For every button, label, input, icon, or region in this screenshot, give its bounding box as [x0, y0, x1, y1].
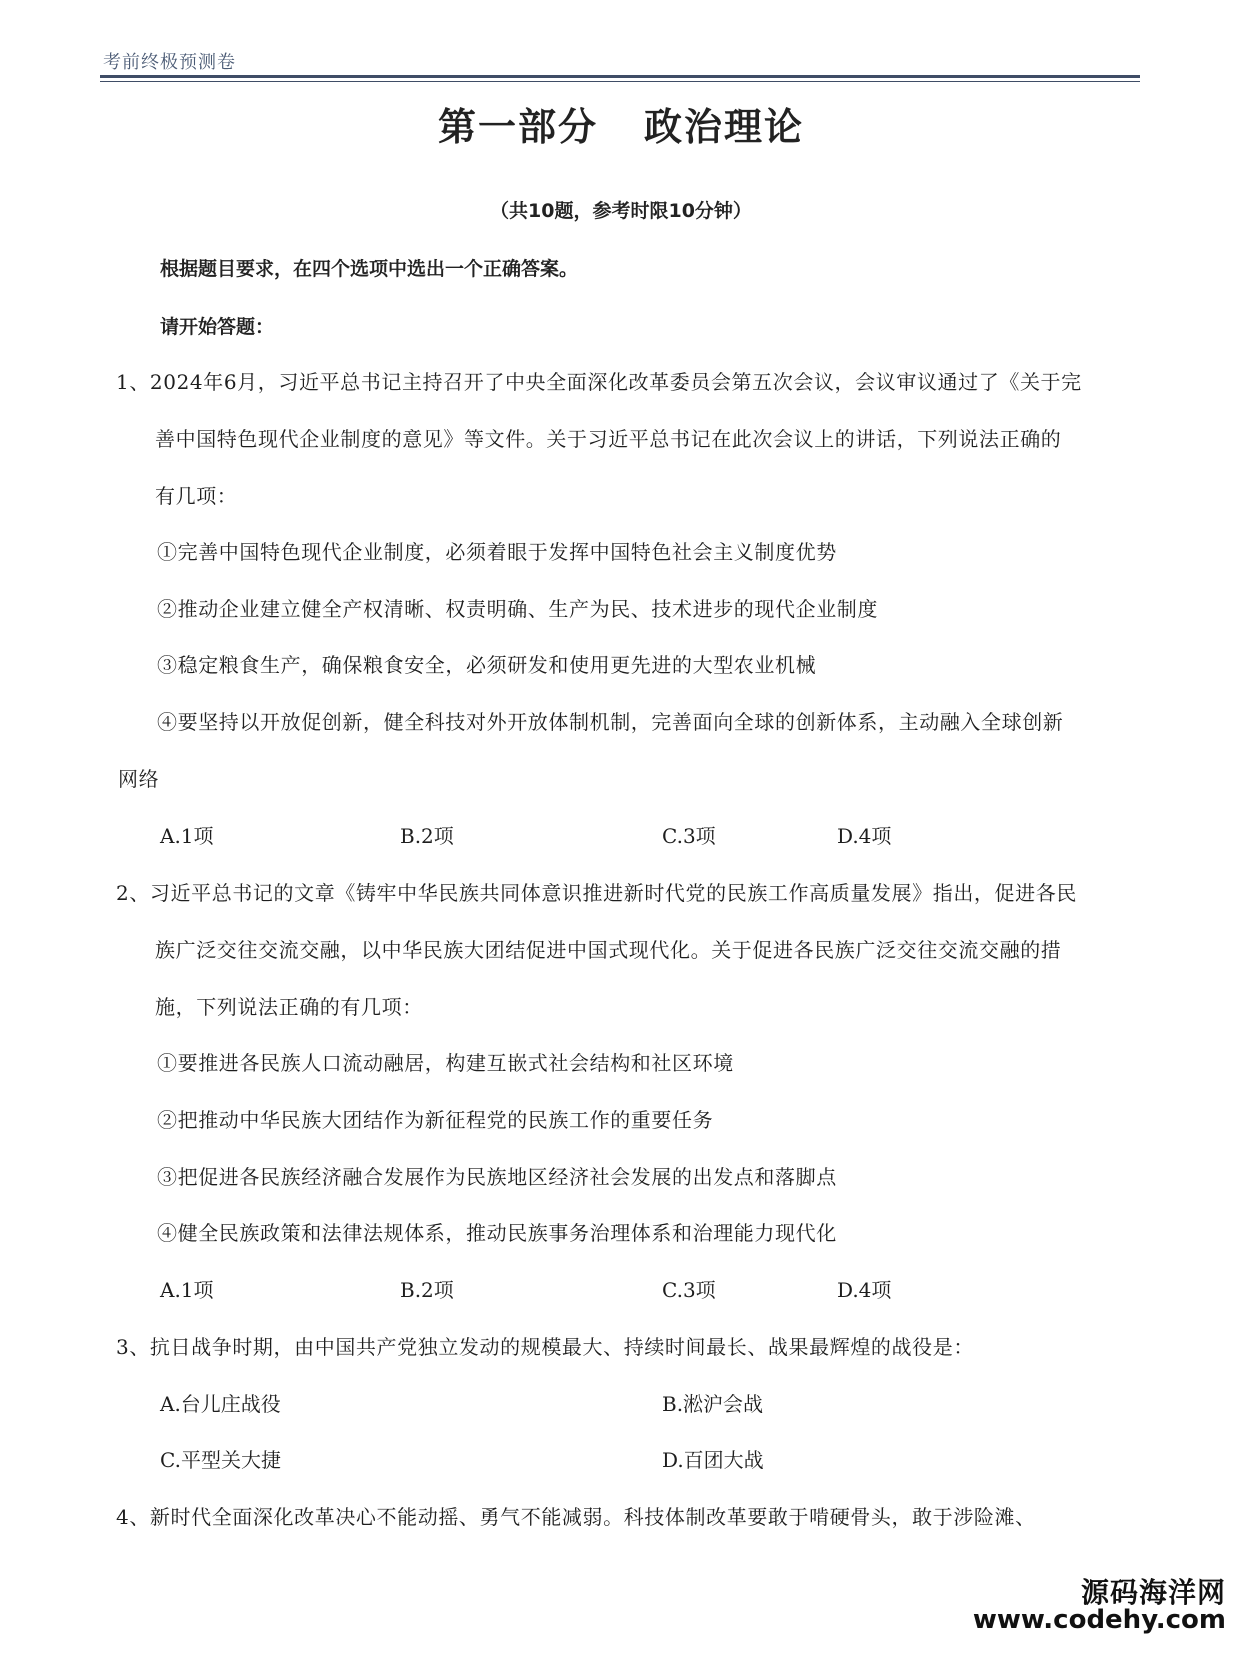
q1-option-d[interactable]: D.4项	[837, 824, 892, 848]
section-subtitle: （共10题，参考时限10分钟）	[490, 200, 752, 222]
watermark-line2: www.codehy.com	[972, 1605, 1226, 1636]
q2-stem-line1: 2、习近平总书记的文章《铸牢中华民族共同体意识推进新时代党的民族工作高质量发展》指出，促进各民	[116, 881, 1077, 905]
q2-stem-line3: 施，下列说法正确的有几项：	[155, 995, 423, 1019]
q2-statement-1: ①要推进各民族人口流动融居，构建互嵌式社会结构和社区环境	[157, 1051, 734, 1075]
header-label: 考前终极预测卷	[103, 52, 236, 73]
q2-stem-line2: 族广泛交往交流交融，以中华民族大团结促进中国式现代化。关于促进各民族广泛交往交流交融的措	[155, 938, 1062, 962]
q4-stem-line1: 4、新时代全面深化改革决心不能动摇、勇气不能减弱。科技体制改革要敢于啃硬骨头，敢于涉险滩、	[116, 1505, 1036, 1529]
q1-option-c[interactable]: C.3项	[662, 824, 716, 848]
start-prompt: 请开始答题：	[160, 316, 275, 338]
page-title	[0, 96, 1242, 151]
instruction: 根据题目要求，在四个选项中选出一个正确答案。	[160, 258, 579, 280]
q2-statement-2: ②把推动中华民族大团结作为新征程党的民族工作的重要任务	[157, 1108, 714, 1132]
q1-stem-line3: 有几项：	[155, 484, 238, 508]
header-rule	[100, 75, 1140, 78]
q2-option-b[interactable]: B.2项	[400, 1278, 454, 1302]
q2-statement-3: ③把促进各民族经济融合发展作为民族地区经济社会发展的出发点和落脚点	[157, 1165, 837, 1189]
q3-stem-line1: 3、抗日战争时期，由中国共产党独立发动的规模最大、持续时间最长、战果最辉煌的战役是：	[116, 1335, 974, 1359]
header-rule-thin	[100, 81, 1140, 82]
q2-statement-4: ④健全民族政策和法律法规体系，推动民族事务治理体系和治理能力现代化	[157, 1221, 837, 1245]
q1-statement-3: ③稳定粮食生产，确保粮食安全，必须研发和使用更先进的大型农业机械	[157, 653, 817, 677]
q1-statement-2: ②推动企业建立健全产权清晰、权责明确、生产为民、技术进步的现代企业制度	[157, 597, 878, 621]
q2-option-d[interactable]: D.4项	[837, 1278, 892, 1302]
q3-option-b[interactable]: B.淞沪会战	[662, 1392, 764, 1416]
q1-stem-line1: 1、2024年6月，习近平总书记主持召开了中央全面深化改革委员会第五次会议，会议审议通过了《关于完	[116, 370, 1082, 394]
section-name: 政治理论	[644, 105, 805, 149]
q1-statement-4-cont: 网络	[118, 767, 160, 791]
q3-option-a[interactable]: A.台儿庄战役	[160, 1392, 281, 1416]
q2-option-a[interactable]: A.1项	[160, 1278, 214, 1302]
q1-stem-line2: 善中国特色现代企业制度的意见》等文件。关于习近平总书记在此次会议上的讲话，下列说法正确的	[155, 427, 1062, 451]
site-watermark	[973, 1578, 1226, 1635]
q1-statement-1: ①完善中国特色现代企业制度，必须着眼于发挥中国特色社会主义制度优势	[157, 540, 837, 564]
q3-option-d[interactable]: D.百团大战	[662, 1448, 764, 1472]
q1-statement-4: ④要坚持以开放促创新，健全科技对外开放体制机制，完善面向全球的创新体系，主动融入全球创新	[157, 710, 1064, 734]
q1-option-a[interactable]: A.1项	[160, 824, 214, 848]
section-part: 第一部分	[437, 105, 598, 149]
q1-option-b[interactable]: B.2项	[400, 824, 454, 848]
q3-option-c[interactable]: C.平型关大捷	[160, 1448, 281, 1472]
q2-option-c[interactable]: C.3项	[662, 1278, 716, 1302]
watermark-line1: 源码海洋网	[1080, 1576, 1226, 1609]
